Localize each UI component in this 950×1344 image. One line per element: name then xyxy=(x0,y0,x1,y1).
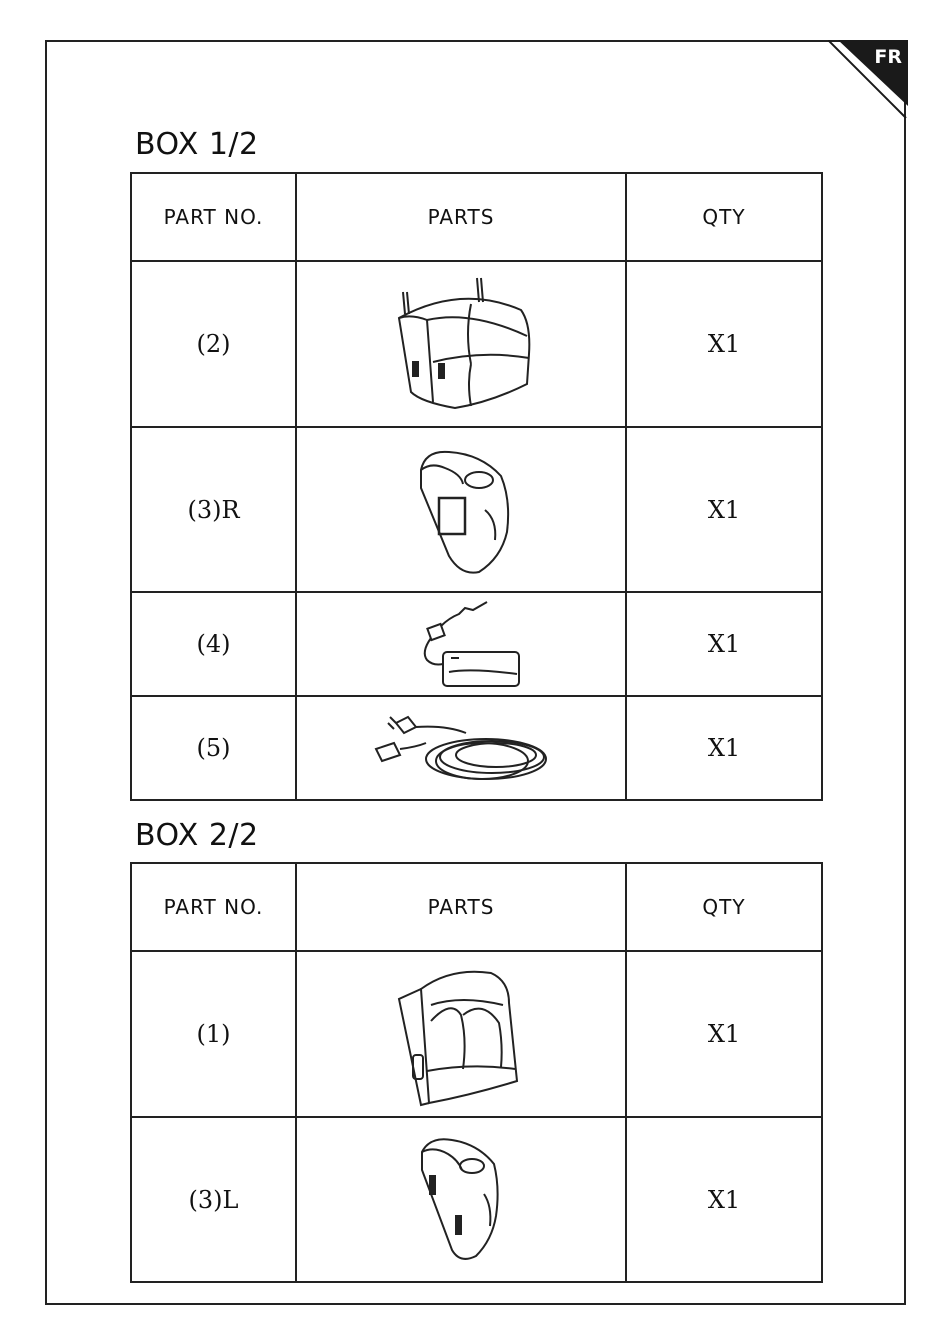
table-header-row xyxy=(131,863,822,951)
part-number: (3)L xyxy=(131,1117,296,1282)
right-armrest-icon xyxy=(401,440,521,580)
part-number: (4) xyxy=(131,592,296,696)
part-image xyxy=(296,261,626,427)
quantity: X1 xyxy=(626,592,822,696)
quantity: X1 xyxy=(626,1117,822,1282)
header-part-no: PART NO. xyxy=(131,173,296,261)
table-header-row xyxy=(131,173,822,261)
quantity: X1 xyxy=(626,427,822,592)
part-image xyxy=(296,592,626,696)
quantity: X1 xyxy=(626,261,822,427)
part-image xyxy=(296,951,626,1117)
table-row xyxy=(131,427,822,592)
header-qty: QTY xyxy=(626,173,822,261)
language-tag xyxy=(828,40,908,120)
part-number: (3)R xyxy=(131,427,296,592)
header-part-no: PART NO. xyxy=(131,863,296,951)
seat-cushion-icon xyxy=(371,274,551,414)
box-2-parts-table xyxy=(130,862,823,1283)
power-adapter-icon xyxy=(391,596,531,692)
language-code: FR xyxy=(874,46,902,68)
box-1-parts-table xyxy=(130,172,823,801)
table-row xyxy=(131,696,822,800)
part-image xyxy=(296,1117,626,1282)
box-2-title: BOX 2/2 xyxy=(135,818,259,853)
header-parts: PARTS xyxy=(296,173,626,261)
header-parts: PARTS xyxy=(296,863,626,951)
table-row xyxy=(131,1117,822,1282)
part-number: (2) xyxy=(131,261,296,427)
backrest-icon xyxy=(391,959,531,1109)
part-image xyxy=(296,427,626,592)
quantity: X1 xyxy=(626,696,822,800)
part-image xyxy=(296,696,626,800)
table-row xyxy=(131,261,822,427)
header-qty: QTY xyxy=(626,863,822,951)
part-number: (5) xyxy=(131,696,296,800)
table-row xyxy=(131,951,822,1117)
power-cord-icon xyxy=(366,703,556,793)
table-row xyxy=(131,592,822,696)
left-armrest-icon xyxy=(406,1130,516,1270)
box-1-title: BOX 1/2 xyxy=(135,127,259,162)
quantity: X1 xyxy=(626,951,822,1117)
part-number: (1) xyxy=(131,951,296,1117)
